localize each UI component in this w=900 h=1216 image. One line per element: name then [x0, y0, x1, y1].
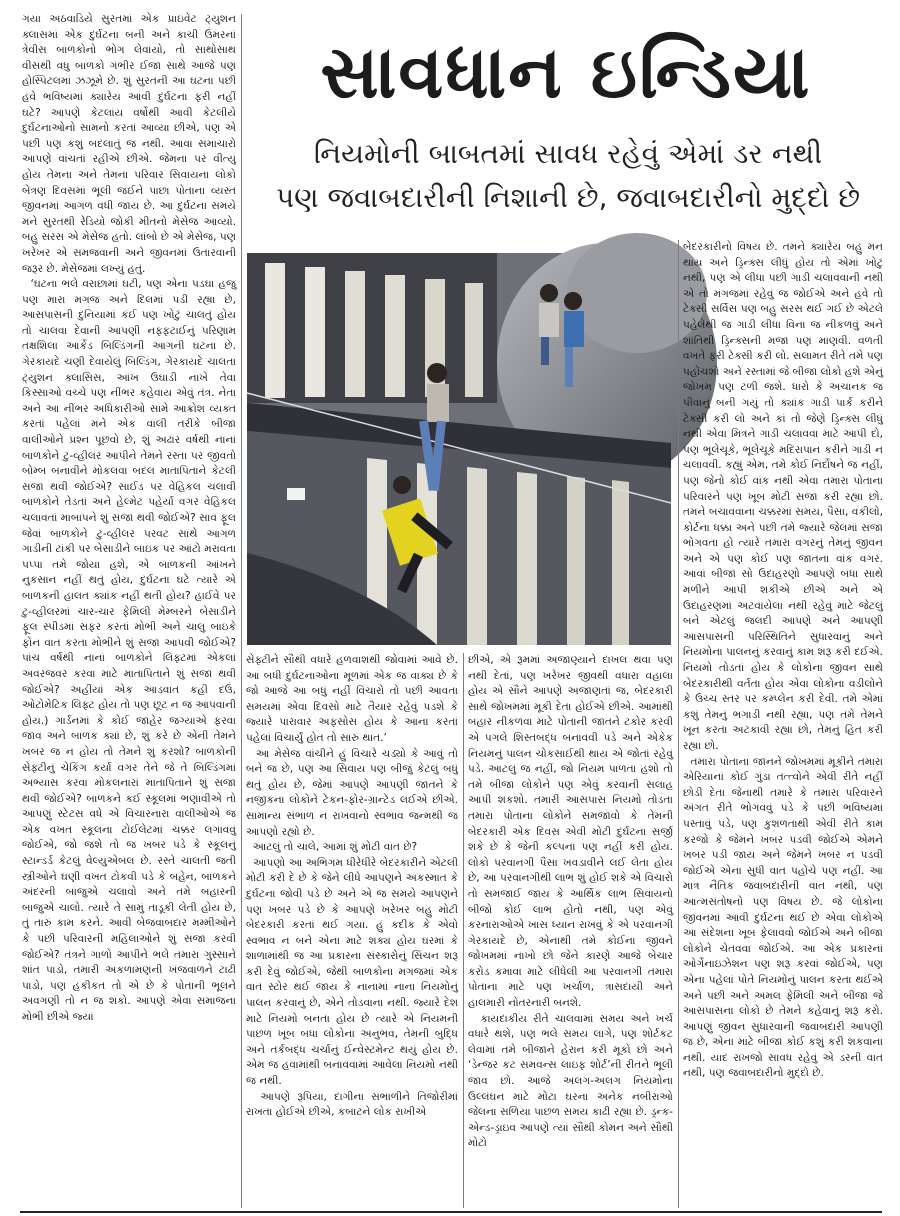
headline: સાવધાન ઇન્ડિયા: [320, 30, 812, 114]
article-column-left: ગયા અઠવાડિયે સુરતમાં એક પ્રાઇવેટ ટ્યુશન ક્લાસમાં એક દુર્ઘટના બની અને કાચી ઉંમરનાં ત્રેવીસ બાળકોનો ભોગ લેવાયો, તો સાથોસાથ વીસથી વધુ બાળકો ગંભીર ઈજા સાથે આજે પણ હોસ્પિટલમાં ઝઝૂમે છે. શું સુરતની આ ઘટના પછી હવે ભવિષ્યમાં ક્યારેય આવી દુર્ઘટના ફરી નહીં ઘટે? આપણે કેટલાંય વર્ષોથી આવી કેટલીયે દુર્ઘટનાઓનો સામનો કરતાં આવ્યા છીએ, પણ એ પછી પણ કશું બદલાતું જ નથી. આવા સમાચારો આપણે વાંચતાં રહીએ છીએ. જેમના પર વીત્યું હોય તેમના અને તેમના પરિવાર સિવાયના લોકો બેત્રણ દિવસમાં ભૂલી જઈને પાછા પોતાના વ્યસ્ત જીવનમાં આગળ વધી જાય છે. આ દુર્ઘટના સમયે મને સુરતથી રેડિયો જોકી મીતનો મેસેજ આવ્યો. બહુ સરસ એ મેસેજ હતો. લાંબો છે એ મેસેજ, પણ ખરેખર એ સમજવાની અને જીવનમાં ઉતારવાની જરૂર છે. મેસેજમાં લખ્યું હતું. ‘ઘટના ભલે વરાછામાં ઘટી, પણ એના પડઘા હજુ પણ મારા મગજ અને દિલમાં પડી રહ્યા છે, આસપાસની દુનિયામાં કંઈ પણ ખોટું ચાલતું હોય તો ચાલવા દેવાની આપણી નફ્ફટાઈનું પરિણામ તક્ષશિલા આર્કેડ બિલ્ડિંગની આગની ઘટના છે. ગેરકાયદે ચણી દેવાયેલું બિલ્ડિંગ, ગેરકાયદે ચાલતા ટ્યુશન ક્લાસિસ, આંખ ઉઘાડી નાખે તેવા કિસ્સાઓ વચ્ચે પણ નીંભર કહેવાય એવું તંત્ર. નેતા અને આ નીંભર અધિકારીઓ સામે આક્રોશ વ્યક્ત કરતાં પહેલાં મને એક વાલી તરીકે બીજા વાલીઓને પ્રશ્ન પૂછવો છે, શું અઢાર વર્ષથી નાનાં બાળકોને ટુ-વ્હીલર આપીને તેમને રસ્તા પર જીવતો બોમ્બ બનાવીને મોકલવા બદલ માતાપિતાને કેટલી સજા થવી જોઈએ? સાઈડ પર વેહિકલ ચલાવી બાળકોને તેડતાં અને હેલ્મેટ પહેર્યા વગર વેહિકલ ચલાવતાં માબાપને શું સજા થવી જોઈએ? સાવ ફૂલ જેવાં બાળકોને ટુ-વ્હીલર પરવટ સાથે આગળ ગાડીની ટાંકી પર બેસાડીને બાઇક પર આંટો મરાવતા પપ્પા તમે જોયા હશે, એ બાળકની આંખને નુકસાન નહીં થતું હોય, દુર્ઘટના ઘટે ત્યારે એ બાળકની હાલત ક્યાંક નહીં થતી હોય? હાઈવે પર ટુ-વ્હીલરમાં ચાર-ચાર ફેમિલી મેમ્બરને બેસાડીને ફૂલ સ્પીડમાં સફર કરતાં મોભી અને ચાલુ બાઇકે ફોન વાત કરતા મોભીને શું સજા આપવી જોઈએ? પાંચ વર્ષથી નાનાં બાળકોને લિફ્ટમાં એકલાં અવરજવર કરવા માટે માતાપિતાને શું સજા થવી જોઈએ? અહીંયાં એક આડવાત કહી દઉં, ઓટોમેટિક લિફ્ટ હોય તો પણ છૂટ ન જ આપવાની હોય.) ગાર્ડનમાં કે કોઈ જાહેર જગ્યાએ ફરવા જાવ અને બાળક ક્યાં છે, શું કરે છે એની તેમને ખબર જ ન હોય તો તેમને શું કરશો? બાળકોની સેફ્ટીનું ચેકિંગ કર્યા વગર તેને જે તે બિલ્ડિંગમાં અભ્યાસ કરવા મોકલનારાં માતાપિતાને શું સજા થવી જોઈએ? બાળકને કઈ સ્કૂલમાં ભણાવીએ તો આપણું સ્ટેટસ વધે એ વિચારનારા વાલીઓએ જ એક વખત સ્કૂલના ટોઈલેટમાં ચક્કર લગાવવું જોઈએ, જો જશે તો જ ખબર પડે કે સ્કૂલનું સ્ટાન્ડર્ડ કેટલું વેલ્યુએબલ છે. રસ્તે ચાલતી જતી સ્ત્રીઓને ઘણી વખત ટોકવી પડે કે બહેન, બાળકને અંદરની બાજુએ ચલાવો અને તમે બહારની બાજુએ ચાલો. ત્યારે તે સામું તાડૂકી લેતી હોય છે, તું તારું કામ કરને. આવી બેજવાબદાર મમ્મીઓને કે પછી પરિવારની મહિલાઓને શું સજા કરવી જોઈએ? તંત્રને ગાળો આપીને ભલે તમારા ગુસ્સાને શાંત પાડો, તમારી અકળામણની ખંજવાળને ટાઢી પાડો, પણ હકીકત તો એ છે કે પોતાની ભૂલને અવગણી તો ન જ શકો. આપણે એવા સમાજના મોભી છીએ જ્યાં: [22, 13, 236, 1023]
article-column-middle-1: સેફ્ટીને સૌથી વધારે હળવાશથી જોવામાં આવે છે. આ બધી દુર્ઘટનાઓના મૂળમાં એક જ વાક્ય છે કે જો આજે આ બધું નહીં વિચારો તો પછી આવતા સમયમાં એવા દિવસો માટે તૈયાર રહેવું પડશે કે જ્યારે પારાવાર અફસોસ હોય કે આના કરતાં પહેલાં વિચાર્યું હોત તો સારું થાત.’ આ મેસેજ વાંચીને હું વિચારે ચડ્યો કે આવું તો બને જ છે, પણ આ સિવાય પણ બીજું કેટલું બધું થતું હોય છે, જેમાં આપણે આપણી જાતને કે નજીકના લોકોને ટેકન-ફોર-ગ્રાન્ટેડ લઈએ છીએ. સામાન્ય સંભાળ ન રાખવાનો સ્વભાવ જન્મથી જ આપણો રહ્યો છે. આટલું તો ચાલે, આમાં શું મોટી વાત છે? આપણો આ અભિગમ ધીરેધીરે બેદરકારીને એટલી મોટી કરી દે છે કે જેને લીધે આપણને અકસ્માત કે દુર્ઘટના જોવી પડે છે અને એ જ સમયે આપણને પણ ખબર પડે છે કે આપણે ખરેખર બહુ મોટી બેદરકારી કરતાં થઈ ગયા. હું કદીક કે એવો સ્વભાવ ન બને એના માટે શક્ય હોય ઘરમાં કે શાળામાંથી જ આ પ્રકારના સંસ્કારોનું સિંચન શરૂ કરી દેવું જોઈએ, જેથી બાળકોના મગજમાં એક વાત સ્ટોર થઈ જાય કે નાનામાં નાના નિયમોનું પાલન કરવાનું છે, એને તોડવાના નથી. જ્યારે દેશ માટે નિયમો બનતા હોય છે ત્યારે એ નિયમની પાછળ ખૂબ બધા લોકોના અનુભવ, તેમની બુદ્ધિ અને તર્કબદ્ધ ચર્ચાનું ઈન્વેસ્ટમેન્ટ થયું હોય છે. એમ જ હવામાંથી બનાવવામાં આવેલા નિયમો નથી જ નથી. આપણે રૂપિયા, દાગીના સંભાળીને તિજોરીમાં રાખતા હોઈએ છીએ, કબાટને લોક રાખીએ: [246, 654, 458, 1119]
subheadline-line-1: નિયમોની બાબતમાં સાવધ રહેવું એમાં ડર નથી: [313, 137, 823, 170]
article-column-right: બેદરકારીનો વિષય છે. તમને ક્યારેય બહુ મન થાય અને ડ્રિન્ક્સ લીધું હોય તો એમાં ખોટું નથી, પણ એ લીધા પછી ગાડી ચલાવવાની નથી એ તો મગજમાં રહેવું જ જોઈએ અને હવે તો ટેક્સી સર્વિસ પણ બહુ સરસ થઈ ગઈ છે એટલે પહેલેથી જ ગાડી લીધા વિના જ નીકળવું અને શાંતિથી ડ્રિન્ક્સની મજા પણ માણવી. વળતી વખતે ફરી ટેક્સી કરી લો. સલામત રીતે તમે પણ પહોંચશો અને રસ્તામાં જે બીજા લોકો હશે એનું જોખમ પણ ટળી જશે. ધારો કે અચાનક જ પીવાનું બની ગયું તો ક્યાંક ગાડી પાર્ક કરીને ટેક્સી કરી લો અને કાં તો જેણે ડ્રિન્ક્સ લીધું નથી એવા મિત્રને ગાડી ચલાવવા માટે આપી દો, પણ ભૂલેચૂકે, ભૂલેચૂકે મદિરાપાન કરીને ગાડી ન ચલાવવી. કહ્યું એમ, તમે કોઈ નિર્દોષને જ નહીં, પણ જેનો કોઈ વાંક નથી એવા તમારા પોતાના પરિવારને પણ ખૂબ મોટી સજા કરી રહ્યા છો. તમને બચાવવાના ચક્કરમાં સમય, પૈસા, વકીલો, કોર્ટના ધક્કા અને પછી તમે જ્યારે જેલમાં સજા ભોગવતા હો ત્યારે તમારા વગરનું તેમનું જીવન અને એ પણ કોઈ પણ જાતના વાંક વગર. આવાં બીજાં સો ઉદાહરણો આપણે બધા સાથે મળીને આપી શકીએ છીએ અને એ ઉદાહરણમાં અટવાયેલા નથી રહેવું માટે જેટલું બને એટલું જલદી આપણે અને આપણી આસપાસની પરિસ્થિતિને સુધારવાનું અને નિયમોના પાલનનું કરવાનું કામ શરૂ કરી દઈએ. નિયમો તોડતાં હોય કે લોકોના જીવન સાથે બેદરકારીથી વર્તતા હોય એવા લોકોના વડીલોને કે ઉચ્ચ સ્તર પર કમ્પ્લેન કરી દેવી. તમે એમાં કશું તેમનું ભગાડી નથી રહ્યા, પણ તમે તેમને ખૂન કરતા અટકાવી રહ્યા છો, તેમનું હિત કરી રહ્યા છો. તમારા પોતાના જાનને જોખમમાં મૂકીને તમારા એરિયાનાં કોઈ ગુંડા તત્ત્વોને એવી રીતે નહીં છોડી દેતા જેનાથી તમારે કે તમારા પરિવારને અંગત રીતે ભોગવવું પડે કે પછી ભવિષ્યમાં પસ્તાવું પડે, પણ કુશળતાથી એવી રીતે કામ કરજો કે જેમને ખબર પડવી જોઈએ એમને ખબર પડી જાય અને જેમને ખબર ન પડવી જોઈએ એના સુધી વાત પહોંચે પણ નહીં. આ માત્ર નૈતિક જવાબદારીની વાત નથી, પણ આત્મસંતોષનો પણ વિષય છે. જે લોકોના જીવનમાં આવી દુર્ઘટના થઈ છે એવા લોકોએ આ સંદેશના ખૂબ ફેલાવવો જોઈએ અને બીજા લોકોને ચેતવવા જોઈએ. આ એક પ્રકારનાં ઓર્ગેનાઇઝેશન પણ શરૂ કરવાં જોઈએ, પણ એના પહેલાં પોતે નિયમોનું પાલન કરતા થઈએ અને પછી અને અમલ ફેમિલી અને બીજા જે આસપાસના લોકો છે તેમને કહેવાનું શરૂ કરો. આપણું જીવન સુધારવાની જવાબદારી આપણી જ છે, એના માટે બીજા કોઈ કશું કરી શકવાના નથી. યાદ રાખજો સાવધ રહેવું એ ડરની વાત નથી, પણ જવાબદારીનો મુદ્દો છે.: [683, 241, 883, 1080]
photo-illustration: [247, 253, 671, 645]
article-column-middle-2: છીએ, એ રૂમમાં અજાણ્યાને દાખલ થવા પણ નથી દેતાં, પણ ખરેખર જીવથી વધારા વહાલા હોય એ સૌને આપણે અજાણતાં જ, બેદરકારી સાથે જોખમમાં મૂકી દેતા હોઈએ છીએ. આમાંથી બહાર નીકળવા માટે પોતાની જાતને ટકોર કરવી એ પગલે શિસ્તબદ્ધ બનાવવી પડે અને એકેક નિયમનું પાલન ચોકસાઈથી થાય એ જોતાં રહેવું પડે. આટલું જ નહીં, જો નિયમ પાળતા હશો તો તમે બીજા લોકોને પણ એવું કરવાની સલાહ આપી શકશો. તમારી આસપાસ નિયમો તોડતા તમારા પોતાના લોકોને સમજાવો કે તેમની બેદરકારી એક દિવસ એવી મોટી દુર્ઘટના સર્જી શકે છે કે જેની કલ્પના પણ નહીં કરી હોય. લોકો પરવાનગી પૈસા ખવડાવીને લઈ લેતા હોય છે, આ પરવાનગીથી લાભ શું હોઈ શકે એ વિચારો તો સમજાઈ જાય કે આર્થિક લાભ સિવાયનો બીજો કોઈ લાભ હોતો નથી, પણ એવું કરનારાઓએ ખાસ ધ્યાન રાખવું કે એ પરવાનગી ગેરકાયદે છે, એનાથી તમે કોઈના જીવને જોખમમાં નાખો છો જેને કારણે આજે બેચાર કરોડ કમાવા માટે લીધેલી આ પરવાનગી તમારા પોતાના માટે પણ ખર્ચાળ, ત્રાસદાયી અને હાલમારી નોતરનારી બનશે. કાયદાકીય રીતે ચાલવામાં સમય અને ખર્ચ વધારે થશે, પણ ભલે સમય લાગે, પણ શોર્ટકટ લેવામાં તમે બીજાને હેરાન કરી મૂકો છો અને ‘ડેન્જર કટ સમવન્સ લાઇફ શોર્ટ’ની રીતને ભૂલી જાવ છો. આજે અલગ-અલગ નિયમોના ઉલ્લંઘન માટે મોટા ઘરના અનેક નબીરાઓ જેલના સળિયા પાછળ સમય કાઢી રહ્યા છે. ડ્રન્ક-એન્ડ-ડ્રાઇવ આપણે ત્યાં સૌથી કોમન અને સૌથી મોટો: [468, 654, 673, 1150]
building-fire-photo: [247, 253, 671, 645]
column-divider-left: [241, 14, 242, 1208]
column-divider-right: [678, 240, 679, 1208]
subheadline-line-2: પણ જવાબદારીની નિશાની છે, જવાબદારીનો મુદ્દો છે: [275, 181, 861, 214]
bottom-rule: [20, 1211, 882, 1213]
column-divider-mid: [463, 653, 464, 1208]
wall-light: [287, 488, 305, 500]
subheadline: [250, 132, 886, 220]
